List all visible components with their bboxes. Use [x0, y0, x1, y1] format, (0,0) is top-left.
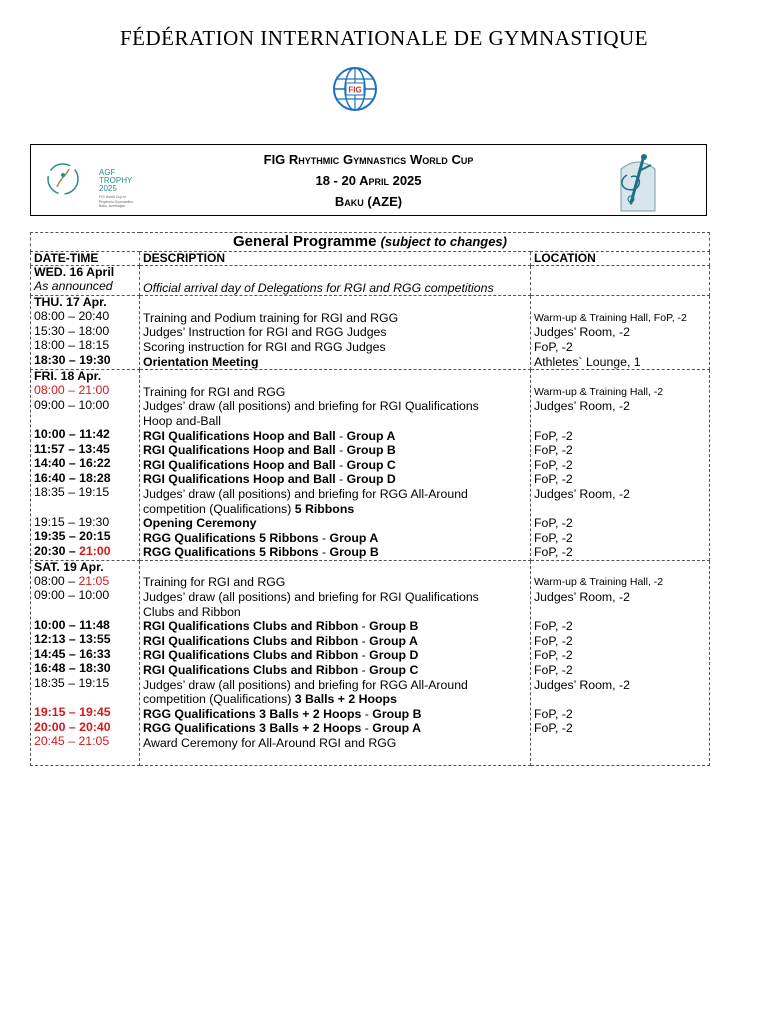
time-cell: 18:30 – 19:30 — [34, 352, 111, 367]
time-cell: 11:57 – 13:45 — [34, 441, 110, 456]
location-cell: FoP, -2 — [534, 443, 573, 458]
location-cell: Judges’ Room, -2 — [534, 486, 630, 501]
time-cell: 14:45 – 16:33 — [34, 646, 111, 661]
programme-title: General Programme (subject to changes) — [31, 233, 710, 252]
time-cell: 18:35 – 19:15 — [34, 676, 110, 691]
time-cell: 08:00 – 20:40 — [34, 309, 110, 324]
col-header-description: DESCRIPTION — [140, 252, 531, 266]
col-header-location: LOCATION — [531, 252, 710, 266]
description-cell: Judges’ draw (all positions) and briefing for RGG All-Around — [143, 486, 468, 501]
location-cell: FoP, -2 — [534, 619, 573, 634]
description-cell: Training for RGI and RGG — [143, 575, 286, 590]
day-label: SAT. 19 Apr. — [34, 559, 104, 574]
day-block-fri — [31, 370, 710, 561]
description-cell: Judges’ draw (all positions) and briefing for RGI Qualifications — [143, 590, 479, 605]
time-cell: 10:00 – 11:42 — [34, 426, 110, 441]
location-cell: Athletes` Lounge, 1 — [534, 354, 641, 369]
time-cell: 09:00 – 10:00 — [34, 397, 110, 412]
description-cell: Clubs and Ribbon — [143, 604, 241, 619]
description-cell: RGG Qualifications 5 Ribbons - Group B — [143, 545, 379, 560]
description-cell: RGI Qualifications Hoop and Ball - Group D — [143, 472, 396, 487]
event-place: Baku (AZE) — [334, 194, 403, 209]
time-cell: 20:45 – 21:05 — [34, 734, 110, 749]
location-cell: FoP, -2 — [534, 633, 573, 648]
agf-text-line3: 2025 — [99, 184, 117, 193]
time-cell: 12:13 – 13:55 — [34, 632, 111, 647]
time-cell: 10:00 – 11:48 — [34, 617, 110, 632]
col-header-date: DATE-TIME — [31, 252, 140, 266]
agf-small-text: FIG World Cup in Rhythmic Gymnastics Baku, Azerbaijan — [99, 195, 133, 208]
time-cell: 08:00 – 21:00 — [34, 383, 110, 398]
location-cell: FoP, -2 — [534, 530, 573, 545]
description-cell: competition (Qualifications) 3 Balls + 2 Hoops — [143, 692, 397, 707]
description-cell: RGI Qualifications Hoop and Ball - Group A — [143, 428, 396, 443]
day-label: THU. 17 Apr. — [34, 295, 107, 310]
agf-text-line1: AGF — [99, 168, 116, 177]
time-cell: 08:00 – 21:05 — [34, 573, 110, 588]
location-cell: FoP, -2 — [534, 428, 573, 443]
location-cell: FoP, -2 — [534, 663, 573, 678]
location-cell: Judges’ Room, -2 — [534, 590, 630, 605]
description-cell: Judges’ draw (all positions) and briefing for RGI Qualifications — [143, 399, 479, 414]
description-cell: RGI Qualifications Hoop and Ball - Group C — [143, 457, 396, 472]
description-cell: RGI Qualifications Clubs and Ribbon - Group D — [143, 648, 419, 663]
description-cell: Orientation Meeting — [143, 354, 259, 369]
description-cell: Training and Podium training for RGI and RGG — [143, 310, 399, 325]
event-info-box — [30, 144, 707, 216]
description-cell: competition (Qualifications) 5 Ribbons — [143, 501, 355, 516]
gymnast-emblem-logo — [613, 151, 663, 213]
day-block-thu — [31, 296, 710, 370]
description-cell: RGG Qualifications 3 Balls + 2 Hoops - Group B — [143, 706, 422, 721]
day-block-wed — [31, 266, 710, 296]
organisation-title: FÉDÉRATION INTERNATIONALE DE GYMNASTIQUE — [119, 26, 649, 50]
description-cell: RGI Qualifications Clubs and Ribbon - Group C — [143, 663, 419, 678]
description-cell: RGI Qualifications Hoop and Ball - Group B — [143, 443, 396, 458]
description-cell: Hoop and-Ball — [143, 413, 221, 428]
time-cell: 20:00 – 20:40 — [34, 719, 111, 734]
location-cell: Judges’ Room, -2 — [534, 677, 630, 692]
description-cell: Opening Ceremony — [143, 516, 257, 531]
description-cell: Official arrival day of Delegations for RGI and RGG competitions — [143, 280, 494, 295]
time-cell: 16:48 – 18:30 — [34, 661, 111, 676]
day-label: FRI. 18 Apr. — [34, 369, 102, 384]
agf-text-line2: TROPHY — [99, 176, 133, 185]
time-cell: 09:00 – 10:00 — [34, 588, 110, 603]
time-cell: 18:00 – 18:15 — [34, 338, 110, 353]
day-block-sat — [31, 560, 710, 765]
time-cell: 20:30 – 21:00 — [34, 543, 111, 558]
location-cell: FoP, -2 — [534, 706, 573, 721]
location-cell: FoP, -2 — [534, 516, 573, 531]
description-cell: RGI Qualifications Clubs and Ribbon - Group A — [143, 633, 418, 648]
time-cell: 19:15 – 19:45 — [34, 705, 111, 720]
location-cell: FoP, -2 — [534, 648, 573, 663]
event-name: FIG Rhythmic Gymnastics World Cup — [263, 152, 474, 167]
location-cell: FoP, -2 — [534, 545, 573, 560]
location-cell: Warm-up & Training Hall, -2 — [534, 576, 664, 589]
location-cell: Judges’ Room, -2 — [534, 399, 630, 414]
description-cell: Scoring instruction for RGI and RGG Judges — [143, 339, 386, 354]
description-cell: Award Ceremony for All-Around RGI and RGG — [143, 736, 397, 750]
time-cell: 18:35 – 19:15 — [34, 485, 110, 500]
time-cell: 14:40 – 16:22 — [34, 456, 111, 471]
event-dates: 18 - 20 April 2025 — [315, 173, 422, 188]
description-cell: Training for RGI and RGG — [143, 384, 286, 399]
svg-text:FIG: FIG — [348, 85, 362, 95]
description-cell: Judges’ draw (all positions) and briefing for RGG All-Around — [143, 677, 468, 692]
description-cell: RGI Qualifications Clubs and Ribbon - Group B — [143, 619, 419, 634]
time-cell: 19:35 – 20:15 — [34, 529, 111, 544]
location-cell: Judges’ Room, -2 — [534, 325, 630, 340]
location-cell: FoP, -2 — [534, 721, 573, 736]
time-cell: 15:30 – 18:00 — [34, 323, 110, 338]
table-header-row — [31, 252, 710, 266]
location-cell: Warm-up & Training Hall, FoP, -2 — [534, 311, 687, 324]
location-cell: FoP, -2 — [534, 339, 573, 354]
time-cell: As announced — [34, 279, 113, 293]
time-cell: 16:40 – 18:28 — [34, 470, 111, 485]
fig-globe-logo — [332, 66, 378, 112]
description-cell: RGG Qualifications 5 Ribbons - Group A — [143, 530, 379, 545]
location-cell: FoP, -2 — [534, 472, 573, 487]
time-cell: 19:15 – 19:30 — [34, 514, 110, 529]
location-cell: Warm-up & Training Hall, -2 — [534, 385, 664, 398]
general-programme-table — [30, 232, 710, 766]
description-cell: Judges’ Instruction for RGI and RGG Judges — [143, 325, 387, 340]
day-label: WED. 16 April — [34, 265, 115, 279]
location-cell: FoP, -2 — [534, 457, 573, 472]
description-cell: RGG Qualifications 3 Balls + 2 Hoops - Group A — [143, 721, 421, 736]
